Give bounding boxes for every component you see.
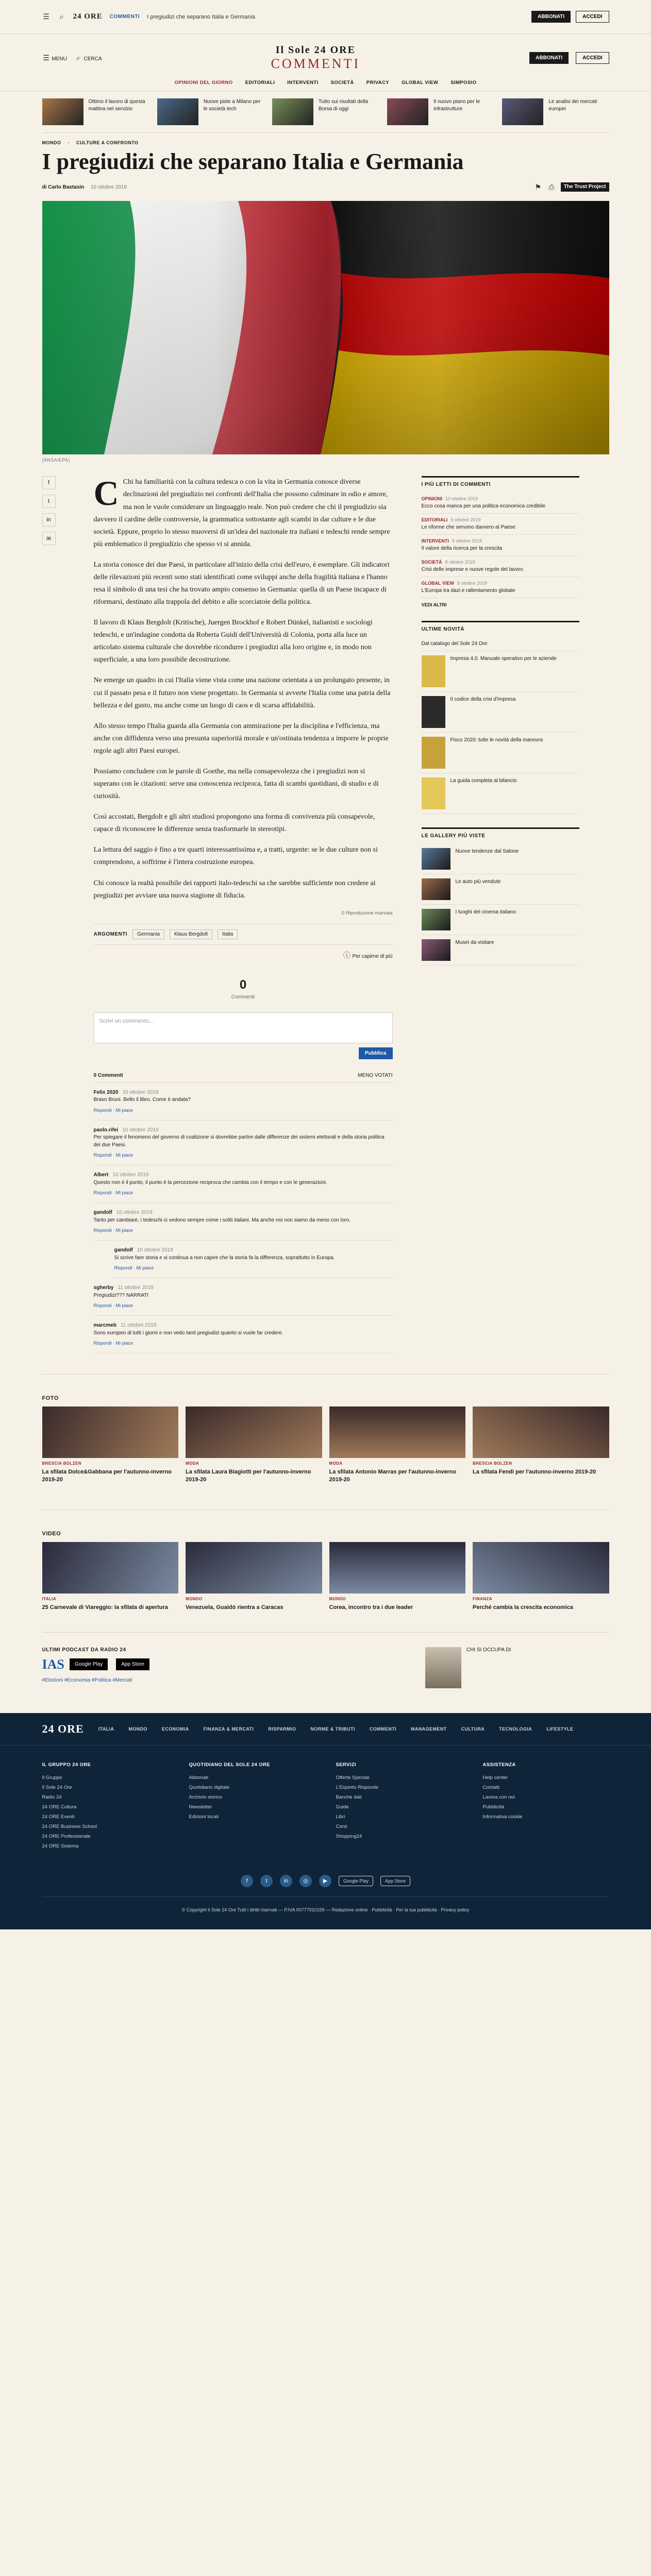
gallery-card-image — [42, 1542, 179, 1594]
masthead-search[interactable] — [74, 54, 102, 62]
comment-header — [94, 1127, 393, 1134]
footer-nav-item[interactable]: CULTURA — [461, 1726, 485, 1732]
comment-date: 11 ottobre 2019 — [120, 1323, 157, 1329]
comment-header — [94, 1322, 393, 1330]
flags-image — [42, 201, 609, 454]
footer-logo[interactable]: 24 ORE — [42, 1722, 84, 1735]
podcast-title: ULTIMI PODCAST DA RADIO 24 — [42, 1647, 126, 1653]
footer-link[interactable]: 24 ORE Professionale — [42, 1833, 91, 1839]
footer-column — [336, 1760, 462, 1851]
comment-user[interactable]: paolo.rifei — [93, 1127, 119, 1133]
gallery-card-image — [329, 1542, 466, 1594]
gallery-title: Nuove tendenze dal Salone — [455, 849, 519, 855]
gallery-thumbnail — [422, 939, 450, 961]
gallery-item[interactable] — [422, 935, 579, 965]
comment-text: Bravo Bruni. Bello il libro. Come è andata? — [93, 1097, 191, 1103]
nav-item[interactable]: EDITORIALI — [245, 80, 275, 86]
top-bar — [0, 0, 651, 34]
footer-link[interactable]: Shopping24 — [336, 1833, 362, 1839]
item-date: 10 ottobre 2019 — [445, 496, 478, 502]
footer-nav-item[interactable]: RISPARMIO — [268, 1726, 296, 1732]
gallery-card-title: La sfilata Antonio Marras per l'autunno-inverno 2019-20 — [329, 1469, 457, 1483]
gallery-section-title: VIDEO — [42, 1530, 61, 1537]
legal-text: © Copyright Il Sole 24 Ore Tutti i diritti riservati — P.IVA 00777910159 — Redazione online · Pubblicità · Per la tua pubblicità · Privacy policy — [42, 1896, 609, 1929]
comments-sort[interactable]: MENO VOTATI — [358, 1072, 393, 1078]
most-read-item[interactable] — [422, 514, 579, 535]
email-icon[interactable]: ✉ — [42, 532, 56, 545]
gallery-card[interactable] — [473, 1542, 609, 1612]
comments-total: 0 Commenti — [93, 1072, 123, 1078]
comment-header — [94, 1209, 393, 1217]
footer-link[interactable]: Banche dati — [336, 1794, 362, 1800]
article-body — [42, 473, 393, 1353]
book-cover — [422, 696, 445, 728]
comment-user[interactable]: gandolf — [114, 1247, 133, 1253]
footer-nav-item[interactable]: LIFESTYLE — [546, 1726, 574, 1732]
section-nav — [42, 72, 609, 91]
comment-actions[interactable]: Rispondi · Mi piace — [93, 1107, 133, 1113]
gallery-item[interactable] — [422, 905, 579, 935]
book-item[interactable] — [422, 773, 579, 814]
masthead-subscribe-button[interactable]: ABBONATI — [529, 52, 569, 64]
gallery-card-category: BRESCIA BOLZEN — [42, 1461, 81, 1466]
crumb-item[interactable]: MONDO — [42, 140, 61, 145]
comment-actions[interactable]: Rispondi · Mi piace — [114, 1265, 154, 1271]
comment-date: 11 ottobre 2019 — [118, 1285, 154, 1291]
footer-link[interactable]: 24 ORE Sistema — [42, 1843, 79, 1849]
books-title: ULTIME NOVITÀ — [421, 626, 465, 633]
item-category: INTERVENTI — [421, 538, 449, 544]
footer-link[interactable]: Quotidiano digitale — [189, 1784, 230, 1790]
masthead-login-button[interactable]: ACCEDI — [576, 52, 609, 64]
paragraph: Così accostati, Bergdolt e gli altri studiosi propongono una forma di convivenza più consapevole, capace di riconoscere le differenze senza trasformarle in stereotipi. — [93, 813, 375, 834]
gallery-card-image — [186, 1406, 322, 1458]
support-link[interactable] — [94, 950, 393, 960]
brand[interactable] — [271, 44, 361, 72]
gallery-title: I luoghi del cinema italiano — [455, 909, 516, 916]
gallery-card-image — [186, 1542, 322, 1594]
item-meta — [422, 559, 579, 566]
comment-date: 10 ottobre 2019 — [116, 1210, 153, 1216]
paragraph: Ne emerge un quadro in cui l'Italia viene vista come una nazione orientata a un prolungato presente, in cui il passato pesa e il futuro non viene progettato. In Germania si avverte l'Italia come una patria della bellezza e del gusto, ma anche come un luogo di caos e di scarsa affidabilità. — [93, 676, 391, 709]
gallery-card-title: Venezuela, Guaidó rientra a Caracas — [186, 1604, 283, 1611]
gallery-card[interactable] — [186, 1406, 322, 1483]
promo-text: Ottimo il lavoro di questa mattina nel servizio — [88, 99, 145, 112]
most-read-item[interactable] — [422, 577, 579, 598]
book-title: Fisco 2020: tutte le novità della manovra — [450, 737, 543, 743]
tag[interactable]: Germania — [132, 929, 164, 939]
footer — [0, 1713, 651, 1929]
item-meta — [422, 517, 579, 524]
paragraph-text: Chi ha familiarità con la cultura tedesca o con la vita in Germania conosce diverse declinazioni del pregiudizio nei confronti dell'Italia che possono culminare in odio e amore, ma non le vuole considerare un linguaggio reale. Non può credere che chi il pregiudizio sia davvero il cardine delle controversie, la grammatica sottostante agli scambi in dar culture e le due società. Eppure, proprio lo stesso muoversi di un'idea del nazionale tra italiani e tedeschi rende sempre più emblematico il pregiudizio che spesso vi si annida. — [93, 478, 390, 548]
crumb-separator: · — [68, 140, 70, 145]
comment-text: Tanto per cambiare, i tedeschi ci vedono sempre come i soliti italiani. Ma anche noi non siamo da meno con loro. — [93, 1217, 351, 1223]
footer-column — [42, 1760, 169, 1851]
search-label: CERCA — [84, 56, 102, 62]
gallery-card-category: MONDO — [329, 1596, 346, 1601]
comment-user[interactable]: sgherby — [93, 1285, 114, 1291]
topbar-headline: I pregiudizi che separano Italia e Germania — [147, 13, 255, 20]
nav-item[interactable]: INTERVENTI — [287, 80, 319, 86]
nav-item[interactable]: SOCIETÀ — [330, 80, 354, 86]
comment-user[interactable]: Albert — [93, 1172, 109, 1178]
footer-link[interactable]: Lavora con noi — [482, 1794, 515, 1800]
footer-link[interactable]: Pubblicità — [482, 1804, 504, 1810]
promo-thumbnail — [502, 98, 543, 125]
tags-bar — [94, 924, 393, 945]
comment-actions[interactable]: Rispondi · Mi piace — [93, 1303, 133, 1309]
dropcap: C — [93, 473, 119, 513]
podcast-section — [42, 1632, 609, 1703]
comment-actions[interactable]: Rispondi · Mi piace — [93, 1341, 133, 1346]
comment — [94, 1165, 393, 1203]
menu-icon[interactable]: ☰ — [43, 12, 49, 21]
instagram-icon[interactable]: ◎ — [299, 1875, 312, 1887]
footer-link[interactable]: Radio 24 — [42, 1794, 62, 1800]
comments-sub: Commenti — [231, 994, 255, 1000]
book-item[interactable] — [422, 651, 579, 692]
item-category: GLOBAL VIEW — [421, 581, 454, 586]
app-store-badge[interactable]: App Store — [116, 1658, 149, 1670]
twitter-icon[interactable]: t — [260, 1875, 273, 1887]
footer-link[interactable]: Libri — [336, 1814, 345, 1820]
book-title: La guida completa al bilancio — [450, 778, 517, 784]
paragraph: Possiamo concludere con le parole di Goethe, ma nella consapevolezza che i pregiudizi non si superano con le citazioni: serve una conoscenza reciproca, fatta di scambi quotidiani, di studio e di curiosità. — [93, 767, 379, 801]
most-read-item[interactable] — [422, 556, 579, 577]
comment-date: 10 ottobre 2019 — [122, 1089, 159, 1095]
promo-card[interactable] — [272, 98, 379, 125]
comment-actions[interactable]: Rispondi · Mi piace — [93, 1228, 133, 1233]
subscribe-button[interactable]: ABBONATI — [531, 11, 571, 23]
comment — [94, 1316, 393, 1353]
paragraph: La storia conosce dei due Paesi, in particolare all'inizio della crisi dell'euro, è esemplare. Gli indicatori delle rilevazioni più recenti sono stati identificati come sviluppi anche della fragilità italiana e l'hanno resa il simbolo di una tesi che ha trovato ampio consenso in Germania: quella di un Paese incapace di riformarsi, destinato alla trappola del debito e alle scorciatoie della politica. — [93, 561, 390, 606]
comment-date: 10 ottobre 2019 — [122, 1127, 159, 1133]
footer-link[interactable]: L'Esperto Risponde — [336, 1784, 379, 1790]
footer-link[interactable]: Contatti — [482, 1784, 500, 1790]
gallery-card-image — [473, 1406, 609, 1458]
gallery-card-title: 25 Carnevale di Viareggio: la sfilata di apertura — [42, 1604, 168, 1611]
footer-column-title: SERVIZI — [336, 1761, 357, 1768]
comment-user[interactable]: Felix 2020 — [93, 1089, 119, 1095]
item-title: L'Europa tra dazi e rallentamento globale — [421, 588, 515, 594]
nav-item[interactable]: OPINIONI DEL GIORNO — [174, 80, 233, 86]
promo-card[interactable] — [157, 98, 264, 125]
nav-item[interactable]: SIMPOSIO — [450, 80, 477, 86]
item-meta — [422, 496, 579, 503]
tag[interactable]: Klaus Bergdolt — [170, 929, 212, 939]
hashtags[interactable]: #Elezioni #Economia #Politica #Mercati — [42, 1677, 132, 1683]
info-icon: ⓘ — [343, 951, 350, 959]
promo-thumbnail — [272, 98, 313, 125]
promo-card[interactable] — [502, 98, 609, 125]
book-cover — [422, 777, 445, 809]
gallery-card[interactable] — [186, 1542, 322, 1612]
masthead-menu[interactable] — [42, 54, 67, 62]
nav-item[interactable]: GLOBAL VIEW — [401, 80, 439, 86]
footer-link[interactable]: 24 ORE Eventi — [42, 1814, 75, 1820]
footer-nav-item[interactable]: ECONOMIA — [161, 1726, 189, 1732]
gallery-card-title: La sfilata Laura Biagiotti per l'autunno-inverno 2019-20 — [186, 1469, 311, 1483]
comment-date: 10 ottobre 2019 — [137, 1247, 173, 1253]
crumb-item[interactable]: CULTURE A CONFRONTO — [76, 140, 139, 145]
gallery-section-title: FOTO — [42, 1395, 59, 1402]
item-date: 8 ottobre 2019 — [457, 581, 487, 586]
see-more-link[interactable]: VEDI ALTRI — [421, 602, 447, 608]
gallery-card-title: Corea, incontro tra i due leader — [329, 1604, 413, 1611]
comment — [94, 1278, 393, 1316]
footer-link[interactable]: Help center — [482, 1774, 508, 1781]
footer-nav-item[interactable]: COMMENTI — [369, 1726, 397, 1732]
item-date: 9 ottobre 2019 — [450, 517, 481, 523]
footer-link[interactable]: Offerte Speciali — [336, 1774, 370, 1781]
login-button[interactable]: ACCEDI — [576, 11, 609, 23]
comment — [114, 1241, 393, 1278]
comment-text: Questo non è il punto, il punto è la percezione reciproca che cambia con il tempo e con le generazioni. — [93, 1179, 327, 1185]
footer-nav-item[interactable]: FINANZA & MERCATI — [203, 1726, 254, 1732]
footer-link[interactable]: Il Gruppo — [42, 1774, 62, 1781]
podcast-more[interactable]: CHI SI OCCUPA DI — [466, 1647, 511, 1653]
gallery-card-category: ITALIA — [42, 1596, 57, 1601]
gallery-card-image — [473, 1542, 609, 1594]
footer-column-title: ASSISTENZA — [482, 1761, 516, 1768]
comments-header — [94, 973, 393, 1012]
google-play-badge[interactable]: Google Play — [70, 1658, 108, 1670]
brand-section: COMMENTI — [271, 56, 361, 71]
comment-text: Pregiudizi??? NARRATI — [93, 1292, 149, 1298]
copyright: © Riproduzione riservata — [341, 910, 393, 916]
search-icon: ⌕ — [76, 54, 80, 62]
promo-thumbnail — [157, 98, 198, 125]
footer-nav-item[interactable]: MONDO — [128, 1726, 147, 1732]
share-bar — [42, 476, 56, 545]
paragraph — [93, 473, 393, 550]
gallery-section — [42, 1374, 609, 1488]
gallery-item[interactable] — [422, 844, 579, 874]
promo-text: Nuove piste a Milano per le società tech — [203, 99, 261, 112]
book-cover — [422, 655, 445, 687]
gallery-card-category: MODA — [329, 1461, 343, 1466]
comment-actions[interactable]: Rispondi · Mi piace — [93, 1153, 133, 1158]
footer-nav-item[interactable]: NORME & TRIBUTI — [310, 1726, 355, 1732]
article-date: 10 ottobre 2019 — [90, 184, 127, 190]
gallery-card-category: FINANZA — [473, 1596, 492, 1601]
comment-user[interactable]: gandolf — [93, 1210, 112, 1216]
masthead — [0, 34, 651, 91]
comment-text: Sono europeo di tutti i giorni e non vedo tanti pregiudizi quanto si vuole far credere. — [93, 1330, 283, 1336]
topbar-section[interactable]: COMMENTI — [109, 14, 140, 20]
hamburger-icon: ☰ — [43, 54, 49, 62]
comment — [94, 1121, 393, 1166]
linkedin-icon[interactable]: in — [42, 513, 56, 527]
gallery-card-title: Perché cambia la crescita economica — [473, 1604, 574, 1611]
print-icon[interactable]: ⎙ — [548, 182, 555, 191]
gallery-row — [42, 1542, 609, 1612]
footer-link[interactable]: 24 ORE Cultura — [42, 1804, 77, 1810]
gallery-card-category: BRESCIA BOLZEN — [473, 1461, 512, 1466]
gallery-card[interactable] — [329, 1542, 466, 1612]
twitter-icon[interactable]: t — [42, 495, 56, 508]
item-category: SOCIETÀ — [421, 560, 442, 565]
comment-header — [94, 1089, 393, 1097]
facebook-icon[interactable]: f — [42, 476, 56, 489]
footer-nav-item[interactable]: ITALIA — [98, 1726, 114, 1732]
brand-top: Il Sole 24 ORE — [275, 44, 356, 56]
item-category: OPINIONI — [421, 496, 443, 502]
comment-user[interactable]: marcmeb — [93, 1323, 116, 1329]
item-title: Le riforme che servono davvero al Paese — [421, 524, 515, 531]
search-icon[interactable]: ⌕ — [59, 12, 64, 21]
footer-link[interactable]: Edizioni locali — [189, 1814, 219, 1820]
footer-link[interactable]: Archivio storico — [189, 1794, 222, 1800]
sidebar — [422, 476, 579, 1353]
comment-date: 10 ottobre 2019 — [112, 1172, 149, 1178]
comment — [94, 1083, 393, 1121]
gallery-thumbnail — [422, 909, 450, 930]
item-title: Ecco cosa manca per una politica economica credibile — [421, 503, 546, 510]
promo-text: Tutto sui risultati della Borsa di oggi — [318, 99, 369, 112]
facebook-icon[interactable]: f — [241, 1875, 253, 1887]
google-play-link[interactable]: Google Play — [339, 1876, 373, 1886]
gallery-section — [42, 1510, 609, 1617]
gallery-item[interactable] — [422, 874, 579, 905]
gallery-card-category: MONDO — [186, 1596, 203, 1601]
paragraph: Il lavoro di Klaus Bergdolt (Kritische), Juergen Brockhof e Robert Dünkel, italianisti e sociologi tedeschi, e un'indagine condotta da Roberta Guidi dell'Università di Colonia, porta alla luce un articolato sistema culturale che dovrebbe ricondurre i pregiudizi alla loro origine e, in modo non superficiale, a una loro possibile decostruzione. — [93, 619, 373, 664]
comment-text: Si scrive fare storia e si continua a non capire che la storia fa la differenza, soprattutto in Europa. — [114, 1255, 335, 1261]
footer-link[interactable]: Abbonati — [189, 1774, 209, 1781]
gallery-card-image — [329, 1406, 466, 1458]
footer-nav-item[interactable]: MANAGEMENT — [411, 1726, 447, 1732]
publish-comment-button[interactable]: Pubblica — [359, 1047, 393, 1059]
promo-text: Il nuovo piano per le infrastrutture — [433, 99, 480, 112]
trust-project-badge[interactable]: The Trust Project — [561, 182, 609, 192]
comment-input[interactable]: Scrivi un commento... — [94, 1012, 393, 1043]
comment — [94, 1203, 393, 1241]
promo-card[interactable] — [387, 98, 494, 125]
paragraph: Allo stesso tempo l'Italia guarda alla Germania con ammirazione per la disciplina e l'efficienza, ma anche con diffidenza verso una presunta superiorità morale e un'ostinata tendenza a imporre le proprie regole agli altri Paesi europei. — [93, 722, 389, 755]
footer-link[interactable]: Corsi — [336, 1823, 347, 1829]
article-title: I pregiudizi che separano Italia e Germania — [42, 149, 464, 174]
most-read-item[interactable] — [422, 493, 579, 514]
comment-header — [114, 1247, 393, 1255]
nav-item[interactable]: PRIVACY — [366, 80, 389, 86]
book-title: Il codice della crisi d'impresa — [450, 697, 516, 703]
gallery-card[interactable] — [329, 1406, 466, 1483]
footer-link[interactable]: Il Sole 24 Ore — [42, 1784, 72, 1790]
ias-logo[interactable]: IAS — [42, 1656, 64, 1672]
most-read-title: I PIÙ LETTI DI COMMENTI — [421, 482, 491, 488]
guides-title: LE GALLERY PIÙ VISTE — [421, 833, 486, 839]
promo-thumbnail — [387, 98, 428, 125]
topbar-logo[interactable]: 24 ORE — [73, 12, 103, 21]
comments-count: 0 — [239, 977, 247, 992]
book-cover — [422, 737, 445, 769]
promo-strip — [42, 91, 609, 133]
gallery-card-title: La sfilata Dolce&Gabbana per l'autunno-inverno 2019-20 — [42, 1469, 172, 1483]
item-meta — [422, 580, 579, 587]
gallery-card[interactable] — [473, 1406, 609, 1483]
support-text: Per capirne di più — [352, 953, 393, 959]
comment-header — [94, 1172, 393, 1179]
paragraph: Chi conosce la realtà possibile dei rapporti italo-tedeschi sa che sarebbe sufficiente non credere ai pregiudizi per avviare una nuova stagione di fiducia. — [93, 879, 376, 900]
promo-card[interactable] — [42, 98, 149, 125]
footer-link[interactable]: Newsletter — [189, 1804, 212, 1810]
gallery-card[interactable] — [42, 1542, 179, 1612]
gallery-card-category: MODA — [186, 1461, 199, 1466]
image-caption: (ANSA/EPA) — [42, 457, 70, 463]
comment-text: Per spiegare il fenomeno del governo di coalizione si dovrebbe partire dalle differenze dei sistemi elettorali e della storia politica dei due Paesi. — [93, 1134, 385, 1148]
book-title: Impresa 4.0. Manuale operativo per le aziende — [450, 656, 557, 662]
item-date: 9 ottobre 2019 — [452, 538, 482, 544]
author-photo — [425, 1647, 461, 1688]
item-meta — [422, 538, 579, 545]
paragraph: La lettura del saggio è fino a tre quarti interessantissima e, a tratti, urgente: se le due culture non si comprendono, a soffrirne è l'intera costruzione europea. — [93, 846, 378, 867]
tags-label: ARGOMENTI — [93, 931, 128, 937]
footer-link[interactable]: 24 ORE Business School — [42, 1823, 97, 1829]
comment-actions[interactable]: Rispondi · Mi piace — [93, 1190, 133, 1196]
footer-column-title: QUOTIDIANO DEL SOLE 24 ORE — [189, 1761, 270, 1768]
comment-list — [94, 1083, 393, 1354]
footer-nav-item[interactable]: TECNOLOGIA — [499, 1726, 532, 1732]
social-bar — [0, 1866, 651, 1896]
breadcrumb — [42, 133, 609, 149]
item-title: Il valore della ricerca per la crescita — [421, 546, 503, 552]
book-item[interactable] — [422, 692, 579, 733]
youtube-icon[interactable]: ▶ — [319, 1875, 331, 1887]
byline — [42, 182, 609, 192]
gallery-title: Musei da visitare — [455, 940, 494, 946]
gallery-card-image — [42, 1406, 179, 1458]
tag[interactable]: Italia — [218, 929, 238, 939]
footer-column-title: IL GRUPPO 24 ORE — [42, 1761, 91, 1768]
gallery-row — [42, 1406, 609, 1483]
app-store-link[interactable]: App Store — [380, 1876, 410, 1886]
bookmark-icon[interactable]: ⚑ — [535, 182, 542, 191]
comment-header — [94, 1284, 393, 1292]
item-category: EDITORIALI — [421, 517, 448, 523]
gallery-card-title: La sfilata Fendi per l'autunno-inverno 2019-20 — [473, 1469, 596, 1476]
book-item[interactable] — [422, 733, 579, 773]
item-date: 8 ottobre 2019 — [445, 560, 475, 565]
comments-toolbar — [94, 1065, 393, 1083]
menu-label: MENU — [52, 56, 67, 62]
gallery-card[interactable] — [42, 1406, 179, 1483]
item-title: Crisi delle imprese e nuove regole del lavoro — [421, 567, 523, 573]
footer-link[interactable]: Guide — [336, 1804, 349, 1810]
gallery-title: Le auto più vendute — [455, 879, 501, 885]
promo-text: Le analisi dei mercati europei — [548, 99, 597, 112]
gallery-thumbnail — [422, 878, 450, 900]
promo-thumbnail — [42, 98, 84, 125]
footer-column — [189, 1760, 315, 1851]
footer-link[interactable]: Informativa cookie — [482, 1814, 523, 1820]
footer-column — [483, 1760, 609, 1851]
books-subtitle: Dal catalogo del Sole 24 Ore — [422, 637, 579, 651]
linkedin-icon[interactable]: in — [280, 1875, 292, 1887]
hero-image — [42, 201, 609, 454]
most-read-item[interactable] — [422, 535, 579, 556]
author[interactable]: di Carlo Bastasin — [42, 184, 85, 190]
gallery-thumbnail — [422, 848, 450, 870]
